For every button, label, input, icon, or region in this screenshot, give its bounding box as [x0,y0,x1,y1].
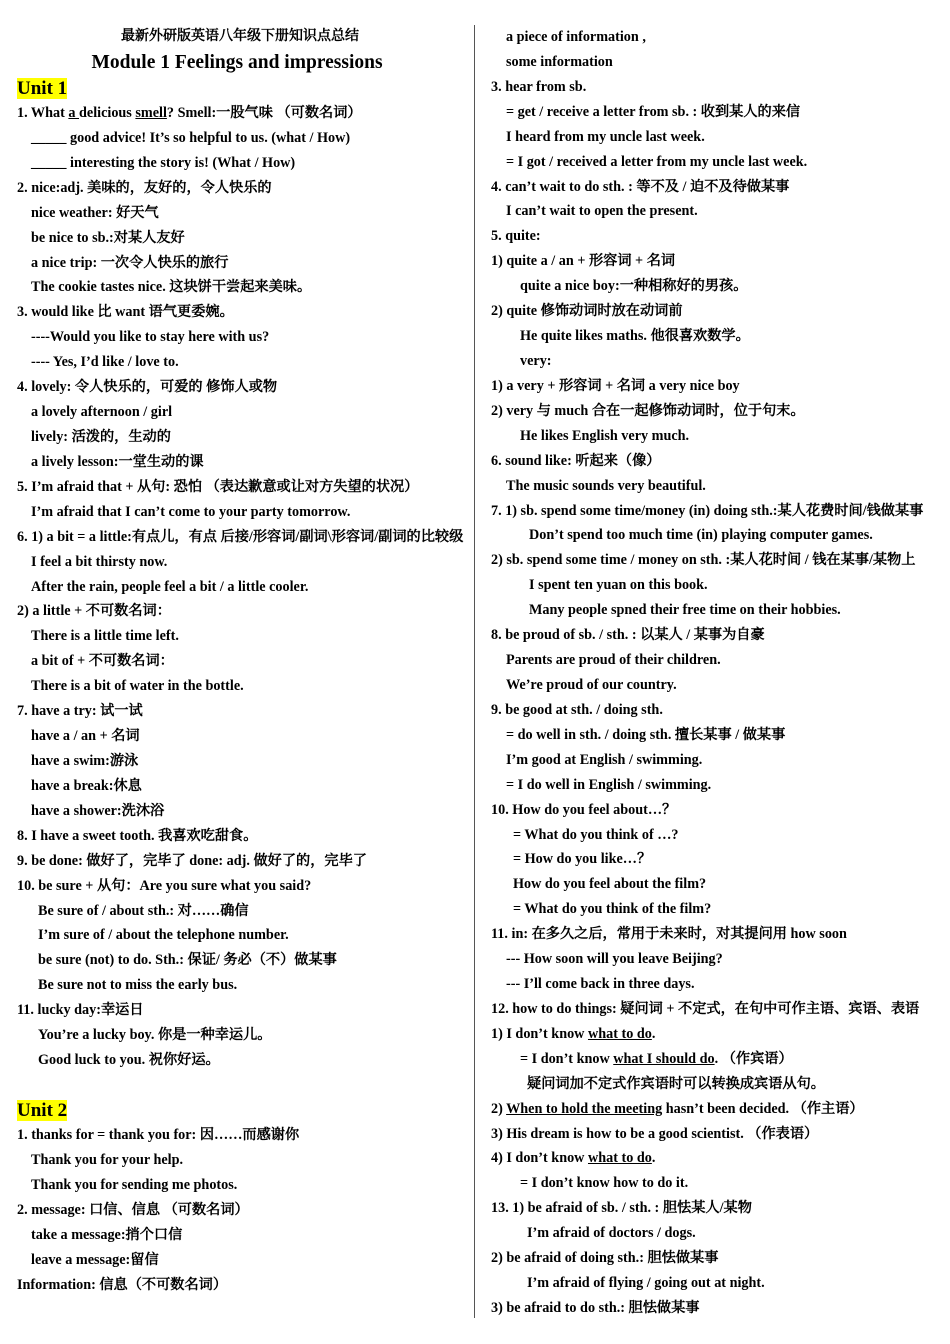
text-line: have a break:休息 [31,777,142,794]
text-line: very: [520,352,552,369]
text-line: We’re proud of our country. [506,676,677,693]
underlined-text: smell [135,105,167,121]
text-line: a piece of information , [506,29,646,45]
underlined-text: When to hold the meeting [506,1100,663,1117]
text-line: 2) very 与 much 合在一起修饰动词时，位于句末。 [491,402,805,419]
text-line: --- How soon will you leave Beijing? [506,951,723,968]
text-segment: ? Smell:一股气味 （可数名词） [166,105,362,121]
text-segment: delicious [79,105,136,121]
text-line: 3) be afraid to do sth.: 胆怯做某事 [491,1300,700,1317]
right-content [491,25,943,1321]
text-line: take a message:捎个口信 [31,1226,183,1243]
text-line: be sure (not) to do. Sth.: 保证/ 务必（不）做某事 [38,952,337,969]
document-title: 最新外研版英语八年级下册知识点总结 [121,29,359,44]
text-line: = I got / received a letter from my uncle last week. [506,153,808,170]
text-line: There is a little time left. [31,628,179,645]
text-line: Thank you for your help. [31,1151,184,1168]
text-segment: . [651,1025,656,1042]
text-line: Thank you for sending me photos. [31,1176,238,1193]
text-line: 6. sound like: 听起来（像） [491,452,661,469]
text-line: some information [506,53,613,70]
text-line: The cookie tastes nice. 这块饼干尝起来美味。 [31,279,312,296]
text-line [491,1022,943,1047]
text-line: Information: 信息（不可数名词） [17,1276,228,1293]
text-line: = I do well in English / swimming. [506,776,712,793]
text-line: 11. lucky day:幸运日 [17,1002,144,1019]
text-line: 6. 1) a bit = a little:有点儿，有点 后接/形容词/副词\形容词/副词的比较级 [17,528,464,545]
text-line: ----Would you like to stay here with us? [31,329,270,346]
text-line: I feel a bit thirsty now. [31,553,168,570]
column-divider [474,25,475,1318]
text-segment: 1. What [17,105,69,121]
text-line: Good luck to you. 祝你好运。 [38,1052,220,1069]
text-line: 1) a very + 形容词 + 名词 a very nice boy [491,377,740,394]
unit-heading-label: Unit 2 [17,1099,68,1121]
text-segment: = I don’t know [520,1050,614,1067]
underlined-text: what to do [587,1025,652,1042]
text-segment: . （作宾语） [714,1050,793,1067]
text-line: 2) quite 修饰动词时放在动词前 [491,303,683,320]
text-line: 4. lovely: 令人快乐的，可爱的 修饰人或物 [17,379,278,396]
text-line: Don’t spend too much time (in) playing computer games. [529,527,873,544]
text-line: 2) sb. spend some time / money on sth. :某人花时间 / 钱在某事/某物上 [491,552,916,569]
text-line: lively: 活泼的，生动的 [31,428,171,445]
text-line: 7. have a try: 试一试 [17,703,143,720]
text-line: be nice to sb.:对某人友好 [31,229,185,246]
text-line: Be sure not to miss the early bus. [38,977,238,994]
text-line: a lovely afternoon / girl [31,404,173,421]
text-line: After the rain, people feel a bit / a little cooler. [31,578,309,595]
underlined-text: a [68,105,80,121]
text-line [491,1047,943,1072]
text-line: nice weather: 好天气 [31,204,159,221]
text-line: The music sounds very beautiful. [506,477,706,494]
text-line: Many people spned their free time on their hobbies. [529,602,841,619]
text-line: 13. 1) be afraid of sb. / sth. : 胆怯某人/某物 [491,1200,752,1217]
text-line: 2) be afraid of doing sth.: 胆怯做某事 [491,1250,719,1267]
blank-line [17,1073,467,1098]
unit-heading-label: Unit 1 [17,78,68,99]
module-title: Module 1 Feelings and impressions [91,52,383,73]
text-line: 11. in: 在多久之后，常用于未来时，对其提问用 how soon [491,926,847,943]
text-line: leave a message:留信 [31,1251,159,1268]
text-line [17,101,467,126]
text-line: = How do you like…？ [513,851,652,868]
text-line: How do you feel about the film? [513,876,707,893]
text-line: 7. 1) sb. spend some time/money (in) doing sth.:某人花费时间/钱做某事 [491,502,924,519]
text-line: 9. be done: 做好了，完毕了 done: adj. 做好了的，完毕了 [17,852,367,869]
text-line: 1) quite a / an + 形容词 + 名词 [491,253,676,270]
text-line: 9. be good at sth. / doing sth. [491,701,663,718]
unit-heading [17,1098,467,1123]
text-line: have a swim:游泳 [31,752,139,769]
left-column [17,25,467,1297]
text-line: Parents are proud of their children. [506,652,721,669]
right-column [491,25,943,1321]
text-segment: hasn’t been decided. （作主语） [662,1100,864,1117]
text-line: I’m afraid that I can’t come to your party tomorrow. [31,503,351,520]
text-line: 10. How do you feel about…？ [491,801,677,818]
text-line: 4. can’t wait to do sth. : 等不及 / 迫不及待做某事 [491,178,790,195]
text-line: 8. be proud of sb. / sth. : 以某人 / 某事为自豪 [491,627,765,644]
text-line: I heard from my uncle last week. [506,128,705,145]
text-line: 2) a little + 不可数名词： [17,603,171,620]
text-line: quite a nice boy:一种相称好的男孩。 [520,278,748,295]
text-segment: 4) I don’t know [491,1150,588,1167]
text-line: --- I’ll come back in three days. [506,976,695,993]
text-line: have a shower:洗沐浴 [31,802,165,819]
text-line: _____ good advice! It’s so helpful to us. (what / How) [31,129,351,146]
left-content [17,76,467,1297]
text-line: I’m sure of / about the telephone number. [38,927,289,944]
text-line: _____ interesting the story is! (What / How) [31,154,296,171]
text-line: There is a bit of water in the bottle. [31,678,244,695]
text-line: You’re a lucky boy. 你是一种幸运儿。 [38,1027,272,1044]
text-segment: 1) I don’t know [491,1025,588,1042]
text-line: ---- Yes, I’d like / love to. [31,354,179,371]
text-line: I’m good at English / swimming. [506,751,703,768]
text-line: He likes English very much. [520,427,690,444]
text-segment: 2) [491,1100,507,1117]
text-line: 5. I’m afraid that + 从句: 恐怕 （表达歉意或让对方失望的状况） [17,478,419,495]
underlined-text: what I should do [613,1050,715,1067]
text-line: 3. would like 比 want 语气更委婉。 [17,304,234,321]
text-line: a bit of + 不可数名词： [31,653,174,670]
text-line: 1. thanks for = thank you for: 因……而感谢你 [17,1126,300,1143]
unit-heading [17,76,467,101]
text-line: = get / receive a letter from sb. : 收到某人的来信 [506,103,801,120]
text-line: 3) His dream is how to be a good scientist. （作表语） [491,1125,819,1142]
text-line: Be sure of / about sth.: 对……确信 [38,902,249,919]
text-line: 疑问词加不定式作宾语时可以转换成宾语从句。 [527,1075,825,1092]
underlined-text: what to do [587,1150,652,1167]
text-line: I’m afraid of doctors / dogs. [527,1225,696,1242]
text-line: He quite likes maths. 他很喜欢数学。 [520,328,750,345]
text-line: = do well in sth. / doing sth. 擅长某事 / 做某事 [506,726,786,743]
text-line: a nice trip: 一次令人快乐的旅行 [31,254,229,271]
text-line [491,1146,943,1171]
text-line: a lively lesson:一堂生动的课 [31,453,204,470]
text-line: = What do you think of …? [513,826,679,843]
text-line: 2. nice:adj. 美味的，友好的，令人快乐的 [17,179,272,196]
text-line: 3. hear from sb. [491,78,587,95]
text-line: 2. message: 口信、信息 （可数名词） [17,1201,249,1218]
text-line: 5. quite: [491,228,541,245]
text-line [491,1097,943,1122]
text-line: I spent ten yuan on this book. [529,577,708,594]
text-line: 10. be sure + 从句：Are you sure what you said? [17,877,312,894]
text-line: = What do you think of the film? [513,901,712,918]
text-line: I’m afraid of flying / going out at night. [527,1275,765,1292]
text-line: I can’t wait to open the present. [506,203,698,220]
text-line: have a / an + 名词 [31,728,140,745]
text-line: 12. how to do things: 疑问词 + 不定式，在句中可作主语、宾语、表语 [491,1000,920,1017]
text-line: = I don’t know how to do it. [520,1175,689,1192]
text-segment: . [651,1150,656,1167]
text-line: 8. I have a sweet tooth. 我喜欢吃甜食。 [17,827,258,844]
